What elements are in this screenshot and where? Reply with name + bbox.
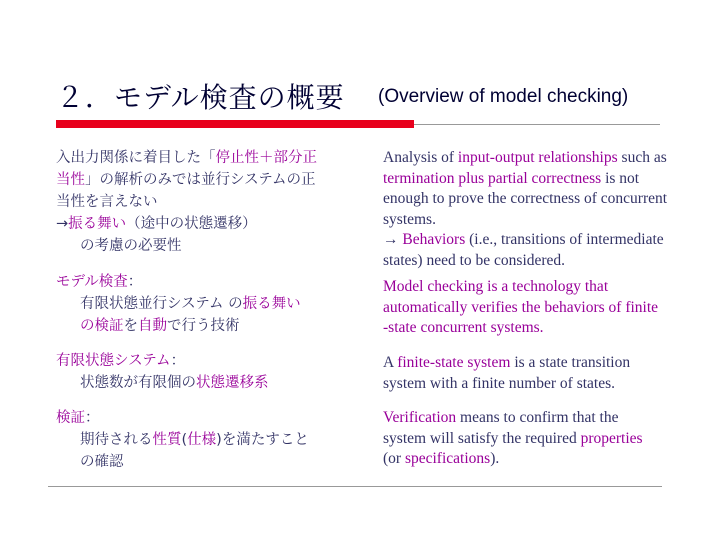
en-line	[383, 318, 718, 339]
highlight: 性質	[152, 432, 182, 448]
text: states) need to be considered.	[383, 251, 566, 269]
highlight: 振る舞い	[68, 216, 127, 232]
highlight: specifications	[404, 450, 491, 467]
jp-line	[56, 271, 368, 293]
text: ：	[85, 410, 100, 426]
highlight: モデル検査	[56, 274, 128, 290]
text: ：	[127, 274, 143, 290]
text: system with a finite number of states.	[383, 374, 616, 392]
en-line	[383, 408, 718, 429]
highlight: properties	[580, 429, 643, 447]
jp-line	[56, 350, 368, 372]
text: 当性を言えない	[56, 194, 158, 210]
slide-title-english: (Overview of model checking)	[378, 86, 629, 107]
highlight: Verification	[383, 409, 457, 426]
text: )を満たすこと	[216, 432, 309, 448]
highlight: Model checking is a technology that	[383, 278, 609, 295]
jp-line	[56, 293, 368, 315]
text: ).	[490, 450, 500, 467]
highlight: behaviors	[544, 298, 605, 316]
jp-block-finite-state	[56, 350, 368, 394]
text: を	[123, 318, 138, 334]
title-underline-rule	[414, 124, 660, 125]
text: systems.	[383, 210, 436, 228]
highlight: 有限状態システム	[56, 353, 171, 369]
highlight: 自動	[138, 318, 167, 334]
jp-line	[56, 191, 368, 213]
text: で行う技術	[167, 318, 240, 334]
jp-line	[56, 407, 368, 429]
en-line	[383, 189, 718, 210]
text: 有限状態並行システム の	[80, 296, 243, 312]
en-line	[383, 210, 718, 231]
text: 期待される	[80, 432, 153, 448]
jp-line	[56, 169, 368, 191]
text: 入出力関係に着目した「	[56, 150, 216, 166]
en-line	[383, 449, 718, 470]
highlight: -state concurrent systems.	[383, 319, 544, 336]
highlight: 検証	[56, 410, 85, 426]
highlight: 当性	[56, 172, 85, 188]
en-line	[383, 429, 718, 450]
en-block-verification	[383, 408, 718, 470]
highlight: 停止性＋部分正	[215, 150, 317, 166]
highlight: 仕様	[187, 432, 217, 448]
jp-block-model-checking	[56, 271, 368, 337]
highlight: の検証	[80, 318, 124, 334]
jp-line	[56, 429, 368, 451]
highlight: 状態遷移系	[196, 375, 269, 391]
jp-line	[56, 451, 368, 473]
text: の確認	[80, 454, 124, 470]
text: の考慮の必要性	[80, 238, 182, 254]
text: is not	[601, 169, 640, 187]
en-line	[383, 374, 718, 395]
en-line	[383, 148, 718, 169]
text: (	[181, 432, 188, 448]
highlight: of finite	[604, 298, 659, 316]
text: means to confirm that the	[456, 409, 619, 426]
en-block-model-checking	[383, 277, 718, 339]
arrow: →	[56, 216, 69, 232]
jp-block-io-analysis	[56, 147, 368, 257]
title-underline-accent	[56, 120, 414, 128]
highlight: finite-state system	[397, 354, 511, 371]
highlight: 振る舞い	[242, 296, 301, 312]
highlight: Behaviors	[402, 231, 466, 248]
text: A	[383, 354, 398, 371]
jp-line	[56, 315, 368, 337]
en-block-io-analysis	[383, 148, 718, 271]
text: ：	[170, 353, 186, 369]
text: system will satisfy the required	[383, 429, 581, 447]
text: Analysis of	[383, 149, 458, 166]
slide-title-japanese: ２．モデル検査の概要	[56, 81, 345, 114]
text: 」の解析のみでは並行システムの正	[85, 172, 316, 188]
text: (i.e., transitions of intermediate	[465, 231, 664, 248]
highlight: input-output relationships	[457, 149, 618, 166]
en-line	[383, 298, 718, 319]
jp-line	[56, 372, 368, 394]
jp-line	[56, 213, 368, 235]
en-block-finite-state	[383, 353, 718, 394]
text: such as	[617, 149, 667, 166]
jp-line	[56, 147, 368, 169]
highlight: termination plus partial correctness	[383, 169, 602, 187]
text: is a state transition	[510, 354, 631, 371]
en-line	[383, 251, 718, 272]
highlight: automatically verifies the	[383, 298, 545, 316]
arrow: →	[383, 231, 403, 248]
bottom-rule	[48, 486, 662, 487]
en-line	[383, 277, 718, 298]
en-line	[383, 169, 718, 190]
jp-line	[56, 235, 368, 257]
text: (or	[383, 450, 405, 467]
text: 状態数が有限個の	[80, 375, 196, 391]
text: enough to prove the correctness of concurrent	[383, 190, 668, 207]
en-line	[383, 230, 718, 251]
jp-block-verification	[56, 407, 368, 473]
en-line	[383, 353, 718, 374]
text: （途中の状態遷移）	[126, 216, 257, 232]
